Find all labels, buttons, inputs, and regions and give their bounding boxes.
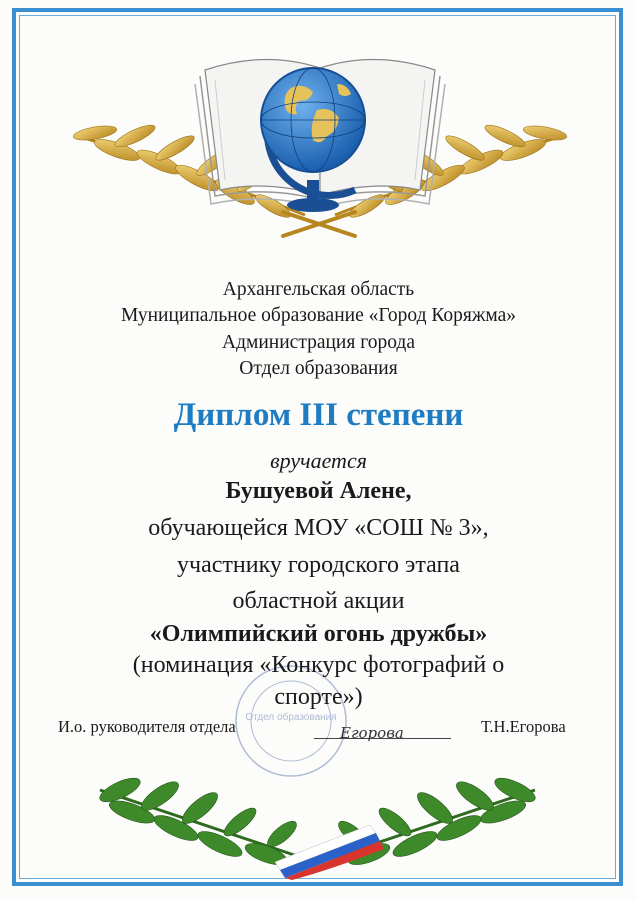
recipient-name: Бушуевой Алене, [225,478,412,504]
participant-line: участнику городского этапа [177,552,460,578]
awarded-text: вручается [270,448,367,473]
globe-book-emblem [55,40,585,255]
department-line: Отдел образования [239,358,398,379]
stamp-text: Отдел образования [245,712,337,723]
globe-icon [261,68,365,212]
region-line: Архангельская область [222,279,415,300]
municipality-line: Муниципальное образование «Город Коряжма» [121,305,516,326]
green-laurel-left [97,773,315,869]
signatory-position: И.о. руководителя отдела [58,717,236,736]
administration-line: Администрация города [222,332,415,353]
event-type-line: областной акции [232,588,405,614]
school-line: обучающейся МОУ «СОШ № 3», [148,515,489,541]
signature-handwriting: Егорова [340,724,404,742]
diploma-title: Диплом III степени [173,397,464,433]
crossed-pens-icon [283,212,355,236]
signatory-name: Т.Н.Егорова [481,717,566,736]
nomination-line-1: (номинация «Конкурс фотографий о [132,652,505,678]
nomination-line-2: спорте») [274,684,363,710]
handwritten-signature [338,720,418,744]
green-laurel-ribbon [80,750,555,880]
event-name: «Олимпийский огонь дружбы» [149,621,488,647]
